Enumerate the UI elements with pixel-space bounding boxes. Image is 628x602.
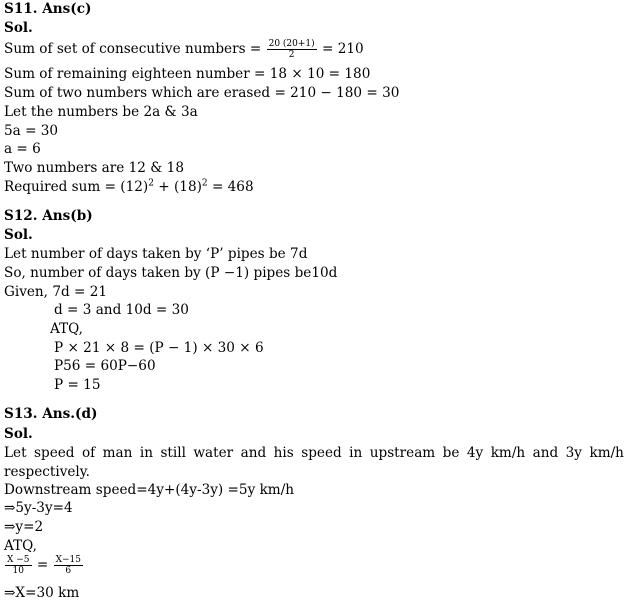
s11-line-5: 5a = 30 <box>4 123 59 139</box>
s12-sol-label: Sol. <box>4 227 33 243</box>
s13-line-3: Downstream speed=4y+(4y-3y) =5y km/h <box>4 482 295 498</box>
s13-equals: = <box>36 557 49 573</box>
s11-line-2: Sum of remaining eighteen number = 18 × 10 = 180 <box>4 66 371 82</box>
s13-frac2-num: X−15 <box>55 555 81 565</box>
s13-line-1-word: and <box>532 445 559 461</box>
s13-fraction-left <box>5 555 32 576</box>
s13-line-4: ⇒5y-3y=4 <box>4 500 73 516</box>
s11-line-8-sup1: 2 <box>148 178 154 189</box>
s13-line-1 <box>4 444 624 462</box>
s13-line-1-word: man <box>102 445 133 461</box>
s13-line-8: ⇒X=30 km <box>4 585 80 601</box>
s13-heading: S13. Ans.(d) <box>4 406 98 422</box>
s13-line-1-word: upstream <box>369 445 436 461</box>
s13-frac2-den: 6 <box>65 566 72 576</box>
s11-heading: S11. Ans(c) <box>4 1 92 17</box>
s11-frac-den: 2 <box>288 50 295 60</box>
s12-line-6: P × 21 × 8 = (P − 1) × 30 × 6 <box>54 340 264 356</box>
s11-line-6: a = 6 <box>4 141 41 157</box>
s13-line-1-word: km/h <box>490 445 526 461</box>
s12-heading: S12. Ans(b) <box>4 208 93 224</box>
s13-line-5: ⇒y=2 <box>4 519 44 535</box>
s13-line-1-word: in <box>349 445 363 461</box>
s13-line-1-word: of <box>81 445 96 461</box>
s12-line-2: So, number of days taken by (P −1) pipes be10d <box>4 265 338 281</box>
s11-line-3: Sum of two numbers which are erased = 210 − 180 = 30 <box>4 85 400 101</box>
s12-line-1: Let number of days taken by ‘P’ pipes be 7d <box>4 246 308 262</box>
s13-line-1-word: still <box>160 445 186 461</box>
s13-line-1-word: speed <box>34 445 75 461</box>
s13-line-1-word: in <box>139 445 153 461</box>
s13-line-1-word: 3y <box>565 445 582 461</box>
s11-line-8-c: = 468 <box>207 179 254 195</box>
s11-line-1 <box>4 39 364 60</box>
s13-line-1-word: and <box>240 445 267 461</box>
s13-line-1-word: be <box>442 445 460 461</box>
s12-line-3: Given, 7d = 21 <box>4 284 108 300</box>
s13-line-1-word: Let <box>4 445 27 461</box>
s13-frac1-den: 10 <box>12 566 24 576</box>
s12-line-7: P56 = 60P−60 <box>54 358 156 374</box>
s13-line-1-word: km/h <box>589 445 624 461</box>
s11-line-4: Let the numbers be 2a & 3a <box>4 104 198 120</box>
s12-line-4: d = 3 and 10d = 30 <box>54 302 189 318</box>
s12-line-5: ATQ, <box>50 321 83 337</box>
s13-line-6: ATQ, <box>4 538 37 554</box>
s13-line-1-word: speed <box>301 445 342 461</box>
s11-frac-num: 20 (20+1) <box>268 39 315 49</box>
s11-line-8-a: Required sum = (12) <box>4 179 149 195</box>
s13-line-1-word: 4y <box>466 445 484 461</box>
s13-line-2: respectively. <box>4 464 90 480</box>
s13-line-1-word: his <box>273 445 294 461</box>
s12-line-8: P = 15 <box>54 377 101 393</box>
s11-line-1-result: = 210 <box>317 41 364 57</box>
s13-frac1-num: X −5 <box>7 555 30 565</box>
s13-line-1-word: water <box>193 445 234 461</box>
s13-sol-label: Sol. <box>4 426 33 442</box>
s11-sol-label: Sol. <box>4 20 33 36</box>
s11-line-1-text: Sum of set of consecutive numbers = <box>4 41 266 57</box>
s11-line-8 <box>4 178 254 196</box>
s11-line-8-b: + (18) <box>153 179 202 195</box>
s13-fraction-right <box>54 555 83 576</box>
s13-line-7 <box>4 555 84 576</box>
s11-line-7: Two numbers are 12 & 18 <box>4 160 184 176</box>
s11-fraction <box>267 39 317 60</box>
s11-line-8-sup2: 2 <box>201 178 208 189</box>
